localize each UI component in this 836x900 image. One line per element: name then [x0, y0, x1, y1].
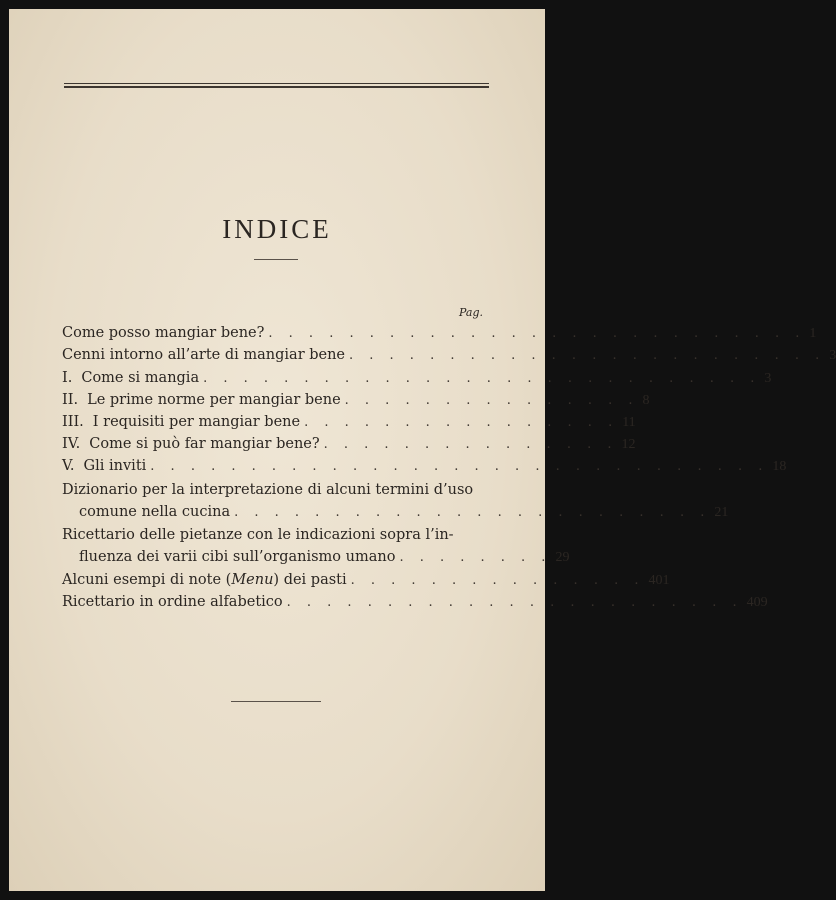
leader-dots: . . . . . . . . . . . . . . . . — [304, 415, 619, 430]
leader-dots: . . . . . . . . . . . . . . . . . . . . . . . . . . . — [268, 326, 806, 341]
toc-entry-page: 401 — [648, 573, 670, 588]
toc-entry-title: Cenni intorno all’arte di mangiar bene — [62, 347, 346, 363]
title-divider — [254, 259, 298, 260]
toc-entry-title: Ricettario in ordine alfabetico — [62, 594, 283, 610]
toc-entry-title: Alcuni esempi di note (Menu) dei pasti — [62, 572, 347, 588]
toc-entry[interactable] — [62, 347, 836, 369]
leader-dots: . . . . . . . . — [399, 550, 552, 565]
menu-emphasis: Menu — [231, 572, 274, 588]
toc-entry[interactable] — [62, 504, 729, 526]
chapter-numeral: IV. — [62, 436, 81, 452]
toc-entry-title: comune nella cucina — [79, 504, 231, 520]
toc-entry[interactable] — [62, 572, 670, 594]
leader-dots: . . . . . . . . . . . . . . . . . . . . . . . . — [234, 505, 711, 520]
toc-entry-page: 3 — [764, 371, 772, 386]
bottom-divider — [231, 701, 321, 702]
toc-entry-title: Le prime norme per mangiar bene — [87, 392, 341, 408]
toc-entry-title: fluenza dei varii cibi sull’organismo umano — [79, 549, 396, 565]
toc-entry-page: 21 — [714, 505, 729, 520]
toc-subentry[interactable] — [62, 436, 636, 458]
leader-dots: . . . . . . . . . . . . . . . . . . . . . . . — [286, 595, 743, 610]
leader-dots: . . . . . . . . . . . . . . . . . . . . . . . . . . . . . . . — [150, 459, 769, 474]
chapter-numeral: V. — [62, 458, 75, 474]
toc-subentry[interactable] — [62, 392, 650, 414]
page-column-label: Pag. — [459, 306, 484, 319]
toc-entry-title: Come si mangia — [81, 370, 200, 386]
book-page — [9, 9, 836, 891]
toc-subentry[interactable] — [62, 370, 772, 392]
toc-entry-title-line1: Dizionario per la interpretazione di alcuni termini d’uso — [62, 482, 474, 498]
toc-entry-title: Come posso mangiar bene? — [62, 325, 265, 341]
toc-entry-page: 18 — [772, 459, 787, 474]
toc-entry[interactable] — [62, 325, 817, 347]
toc-entry[interactable] — [62, 594, 768, 616]
toc-entry-page: 8 — [642, 393, 650, 408]
chapter-numeral: II. — [62, 392, 79, 408]
leader-dots: . . . . . . . . . . . . . . . — [350, 573, 645, 588]
toc-entry-page: 12 — [621, 437, 636, 452]
leader-dots: . . . . . . . . . . . . . . . — [323, 437, 618, 452]
chapter-numeral: I. — [62, 370, 73, 386]
leader-dots: . . . . . . . . . . . . . . . — [344, 393, 639, 408]
toc-entry-page: 1 — [809, 326, 817, 341]
page-title: INDICE — [222, 214, 332, 244]
toc-entry-page: 29 — [555, 550, 570, 565]
toc-entry-title: I requisiti per mangiar bene — [92, 414, 301, 430]
toc-entry-title: Gli inviti — [83, 458, 147, 474]
toc-subentry[interactable] — [62, 458, 787, 480]
toc-entry-page: 409 — [746, 595, 768, 610]
toc-entry-title-line1: Ricettario delle pietanze con le indicazioni sopra l’in- — [62, 527, 454, 543]
toc-entry[interactable] — [62, 549, 570, 571]
toc-subentry[interactable] — [62, 414, 636, 436]
top-double-rule — [64, 83, 489, 88]
toc-entry-page: 3 — [829, 348, 836, 363]
toc-entry-page: 11 — [622, 415, 636, 430]
leader-dots: . . . . . . . . . . . . . . . . . . . . . . . . . . . . — [203, 371, 761, 386]
leader-dots: . . . . . . . . . . . . . . . . . . . . . . . . — [349, 348, 826, 363]
chapter-numeral: III. — [62, 414, 84, 430]
toc-entry-title: Come si può far mangiar bene? — [89, 436, 320, 452]
